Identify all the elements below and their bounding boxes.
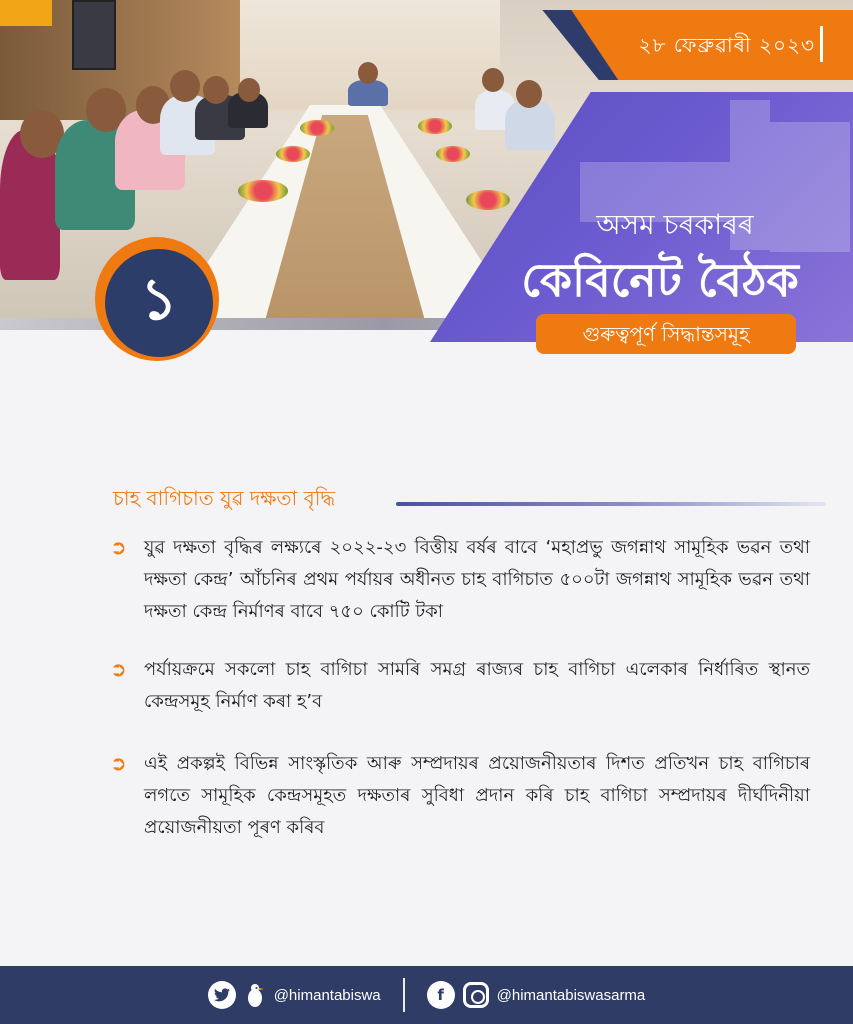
list-item bbox=[110, 748, 810, 844]
list-item-text: এই প্ৰকল্পই বিভিন্ন সাংস্কৃতিক আৰু সম্প্ৰদায়ৰ প্ৰয়োজনীয়তাৰ দিশত প্ৰতিখন চাহ বাগিচাৰ লগতে সামূহিক কেন্দ্ৰসমূহত দক্ষতাৰ সুবিধা প্ৰদান কৰি চাহ বাগিচা সম্প্ৰদায়ৰ দীৰ্ঘদিনীয়া প্ৰয়োজনীয়তা পূৰণ কৰিব bbox=[144, 753, 810, 838]
twitter-handle[interactable]: @himantabiswa bbox=[273, 986, 381, 1004]
title-line-2: কেবিনেট বৈঠক bbox=[521, 253, 799, 307]
list-item bbox=[110, 654, 810, 718]
person-head bbox=[238, 78, 260, 102]
list-item bbox=[110, 532, 810, 628]
arrow-circle-icon: ➲ bbox=[110, 535, 127, 559]
arrow-circle-icon: ➲ bbox=[110, 657, 127, 681]
person-head bbox=[170, 70, 200, 102]
social-footer bbox=[0, 966, 853, 1024]
flower-arrangement bbox=[418, 118, 452, 134]
wall-screen bbox=[72, 0, 116, 70]
social-group-left bbox=[208, 981, 381, 1009]
person-head bbox=[482, 68, 504, 92]
flower-arrangement bbox=[238, 180, 288, 202]
instagram-icon[interactable] bbox=[463, 982, 489, 1008]
flower-arrangement bbox=[276, 146, 310, 162]
facebook-icon[interactable]: f bbox=[427, 981, 455, 1009]
koo-icon[interactable] bbox=[244, 982, 266, 1008]
twitter-icon[interactable] bbox=[208, 981, 236, 1009]
meeting-date: ২৮ ফেব্ৰুৱাৰী ২০২৩ bbox=[638, 33, 815, 57]
flower-arrangement bbox=[300, 120, 334, 136]
flower-arrangement bbox=[466, 190, 510, 210]
list-item-text: পৰ্যায়ক্ৰমে সকলো চাহ বাগিচা সামৰি সমগ্ৰ ৰাজ্যৰ চাহ বাগিচা এলেকাৰ নিৰ্ধাৰিত স্থানত কেন্দ্ৰসমূহ নিৰ্মাণ কৰা হ’ব bbox=[144, 659, 810, 712]
social-group-right bbox=[427, 981, 646, 1009]
footer-divider bbox=[403, 978, 405, 1012]
arrow-circle-icon: ➲ bbox=[110, 751, 127, 775]
section-divider bbox=[396, 502, 826, 506]
facebook-instagram-handle[interactable]: @himantabiswasarma bbox=[496, 986, 646, 1004]
title-line-1: অসম চৰকাৰৰ bbox=[596, 208, 754, 241]
subtitle-badge: গুৰুত্বপূৰ্ণ সিদ্ধান্তসমূহ bbox=[536, 314, 796, 354]
list-item-text: যুৱ দক্ষতা বৃদ্ধিৰ লক্ষ্যৰে ২০২২-২৩ বিত্তীয় বৰ্ষৰ বাবে ‘মহাপ্ৰভু জগন্নাথ সামূহিক ভৱন তথা দক্ষতা কেন্দ্ৰ’ আঁচনিৰ প্ৰথম পৰ্যায়ৰ অধীনত চাহ বাগিচাত ৫০০টা জগন্নাথ সামূহিক ভৱন তথা দক্ষতা কেন্দ্ৰ নিৰ্মাণৰ বাবে ৭৫০ কোটি টকা bbox=[144, 537, 810, 622]
flower-arrangement bbox=[436, 146, 470, 162]
section-title: চাহ বাগিচাত যুৱ দক্ষতা বৃদ্ধি bbox=[113, 486, 336, 510]
date-divider bbox=[820, 26, 823, 62]
person-head bbox=[203, 76, 229, 104]
person-head bbox=[358, 62, 378, 84]
yellow-panel bbox=[0, 0, 52, 26]
number-badge: ১ bbox=[105, 249, 213, 357]
person-head bbox=[516, 80, 542, 108]
